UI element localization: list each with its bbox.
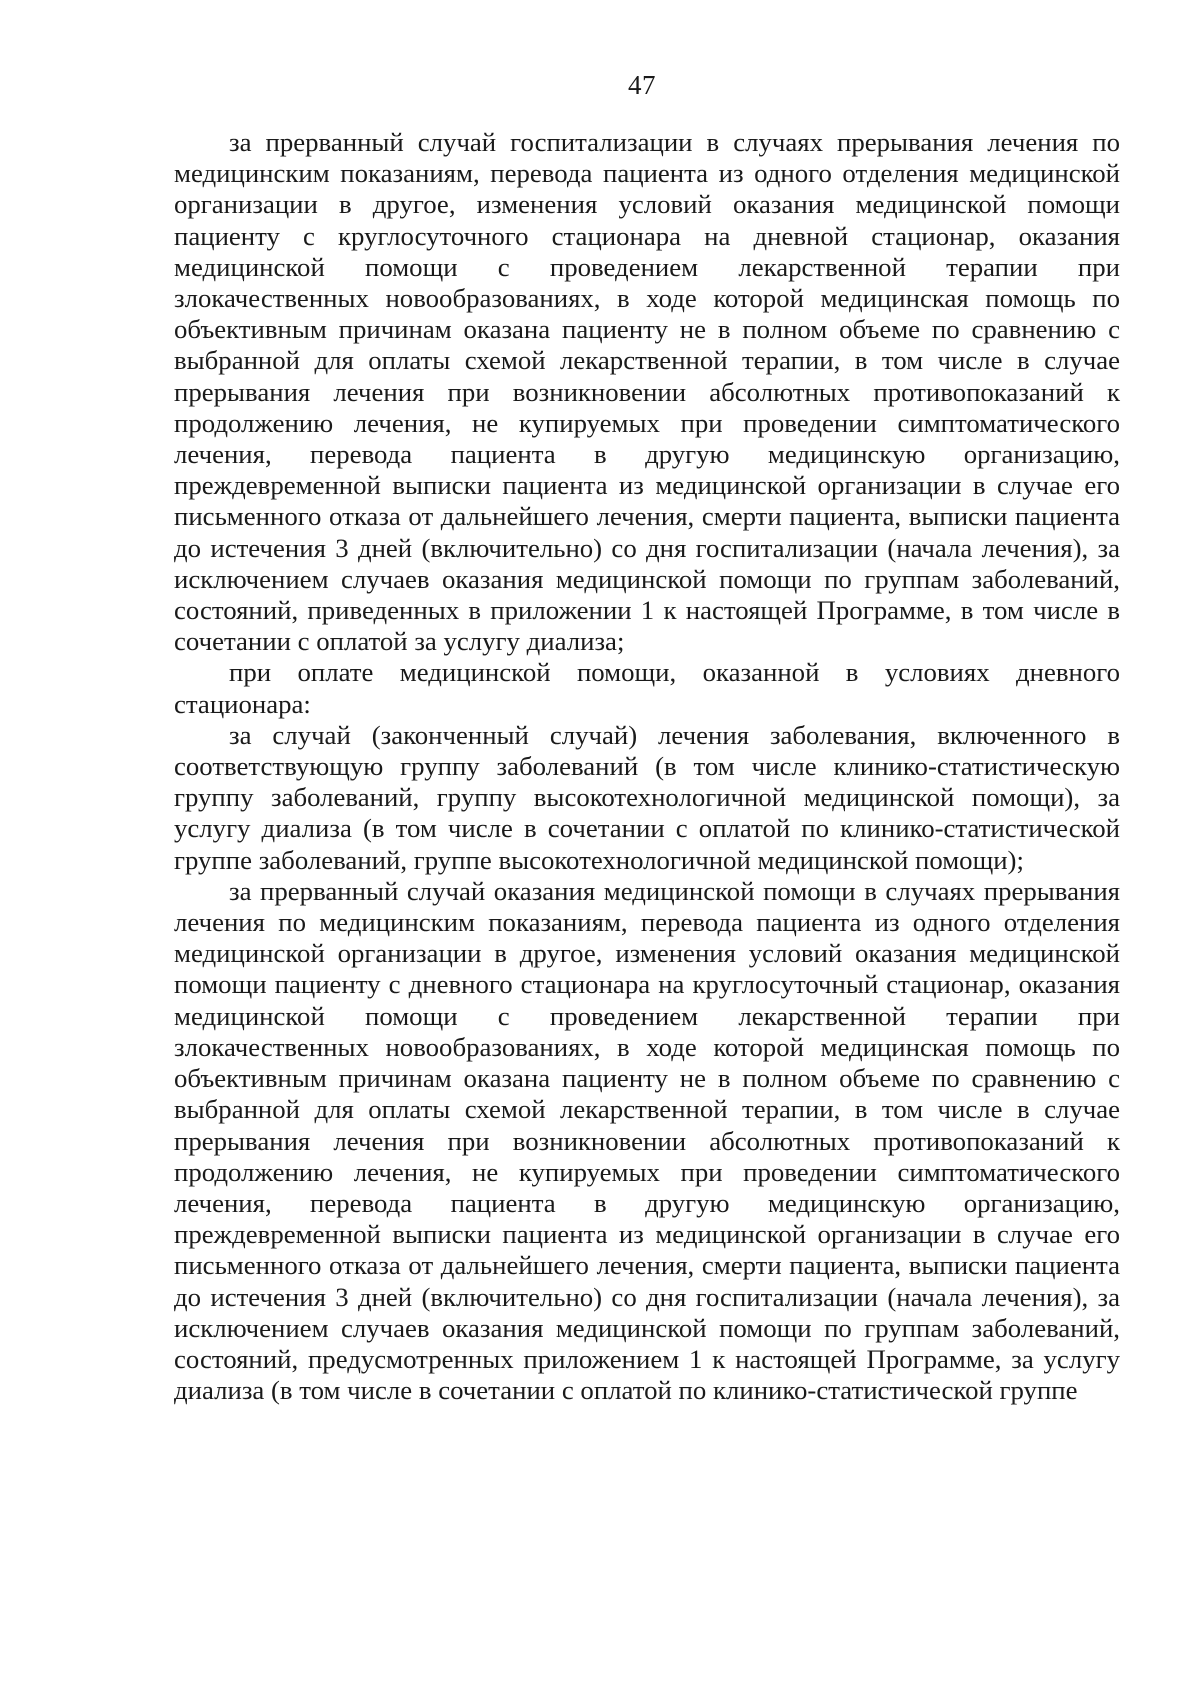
document-body <box>174 127 1120 1406</box>
paragraph-interrupted-hospitalization: за прерванный случай госпитализации в случаях прерывания лечения по медицинским показаниям, перевода пациента из одного отделения медицинской организации в другое, изменения условий оказания медицинской помощи пациенту с круглосуточного стационара на дневной стационар, оказания медицинской помощи с проведением лекарственной терапии при злокачественных новообразованиях, в ходе которой медицинская помощь по объективным причинам оказана пациенту не в полном объеме по сравнению с выбранной для оплаты схемой лекарственной терапии, в том числе в случае прерывания лечения при возникновении абсолютных противопоказаний к продолжению лечения, не купируемых при проведении симптоматического лечения, перевода пациента в другую медицинскую организацию, преждевременной выписки пациента из медицинской организации в случае его письменного отказа от дальнейшего лечения, смерти пациента, выписки пациента до истечения 3 дней (включительно) со дня госпитализации (начала лечения), за исключением случаев оказания медицинской помощи по группам заболеваний, состояний, приведенных в приложении 1 к настоящей Программе, в том числе в сочетании с оплатой за услугу диализа; <box>174 127 1120 657</box>
paragraph-completed-case: за случай (законченный случай) лечения заболевания, включенного в соответствующую группу заболеваний (в том числе клинико-статистическую группу заболеваний, группу высокотехнологичной медицинской помощи), за услугу диализа (в том числе в сочетании с оплатой по клинико-статистической группе заболеваний, группе высокотехнологичной медицинской помощи); <box>174 719 1120 875</box>
page-number: 47 <box>628 70 656 100</box>
paragraph-interrupted-day-care: за прерванный случай оказания медицинской помощи в случаях прерывания лечения по медицинским показаниям, перевода пациента из одного отделения медицинской организации в другое, изменения условий оказания медицинской помощи пациенту с дневного стационара на круглосуточный стационар, оказания медицинской помощи с проведением лекарственной терапии при злокачественных новообразованиях, в ходе которой медицинская помощь по объективным причинам оказана пациенту не в полном объеме по сравнению с выбранной для оплаты схемой лекарственной терапии, в том числе в случае прерывания лечения при возникновении абсолютных противопоказаний к продолжению лечения, не купируемых при проведении симптоматического лечения, перевода пациента в другую медицинскую организацию, преждевременной выписки пациента из медицинской организации в случае его письменного отказа от дальнейшего лечения, смерти пациента, выписки пациента до истечения 3 дней (включительно) со дня госпитализации (начала лечения), за исключением случаев оказания медицинской помощи по группам заболеваний, состояний, предусмотренных приложением 1 к настоящей Программе, за услугу диализа (в том числе в сочетании с оплатой по клинико-статистической группе <box>174 875 1120 1406</box>
paragraph-day-hospital-payment: при оплате медицинской помощи, оказанной в условиях дневного стационара: <box>174 657 1120 719</box>
